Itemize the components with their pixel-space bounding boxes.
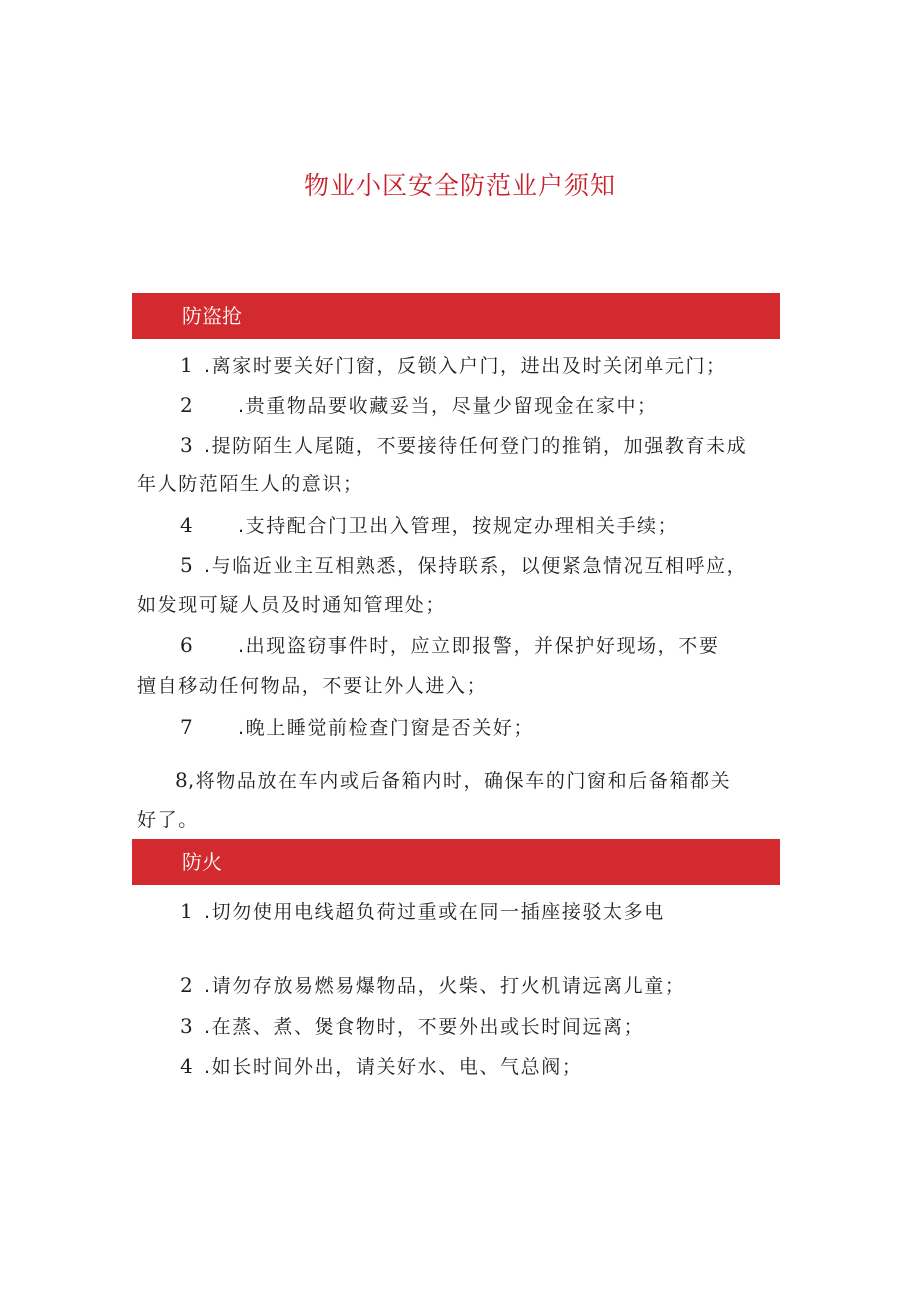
list-item <box>180 714 534 741</box>
item-text: .在蒸、煮、煲食物时，不要外出或长时间远离； <box>204 1016 645 1038</box>
list-item <box>175 767 731 794</box>
item-number: 6 <box>180 633 195 657</box>
item-continuation: 如发现可疑人员及时通知管理处； <box>137 594 447 616</box>
item-text: .出现盗窃事件时，应立即报警，并保护好现场，不要 <box>238 635 720 657</box>
item-text: .贵重物品要收藏妥当，尽量少留现金在家中； <box>238 395 658 417</box>
document-title: 物业小区安全防范业户须知 <box>303 171 616 200</box>
item-number: 8 <box>175 768 190 792</box>
item-number: 3 <box>180 1014 195 1038</box>
item-text: .与临近业主互相熟悉，保持联系，以便紧急情况互相呼应， <box>204 555 748 577</box>
item-text: .离家时要关好门窗，反锁入户门，进出及时关闭单元门； <box>204 355 727 377</box>
item-continuation: 年人防范陌生人的意识； <box>137 473 364 495</box>
item-number: 1 <box>180 353 195 377</box>
list-item <box>180 972 685 999</box>
item-text: .请勿存放易燃易爆物品，火柴、打火机请远离儿童； <box>204 975 686 997</box>
item-text: .提防陌生人尾随，不要接待任何登门的推销，加强教育未成 <box>204 435 748 457</box>
list-item <box>180 352 727 379</box>
item-number: 7 <box>180 715 195 739</box>
list-item <box>180 1053 582 1080</box>
list-item <box>180 1013 644 1040</box>
section-heading-anti-theft: 防盗抢 <box>132 293 780 339</box>
item-number: 1 <box>180 899 195 923</box>
list-item <box>180 898 665 925</box>
item-text: ,将物品放在车内或后备箱内时，确保车的门窗和后备箱都关 <box>188 770 732 792</box>
list-item <box>180 392 658 419</box>
item-text: .晚上睡觉前检查门窗是否关好； <box>238 717 535 739</box>
item-number: 2 <box>180 393 195 417</box>
item-number: 4 <box>180 513 195 537</box>
list-item <box>180 512 678 539</box>
item-number: 3 <box>180 433 195 457</box>
list-item <box>180 432 747 459</box>
item-text: .切勿使用电线超负荷过重或在同一插座接驳太多电 <box>204 901 665 923</box>
list-item <box>180 632 719 659</box>
item-number: 4 <box>180 1054 195 1078</box>
item-text: .支持配合门卫出入管理，按规定办理相关手续； <box>238 515 679 537</box>
section-heading-fire-safety: 防火 <box>132 839 780 885</box>
item-number: 2 <box>180 973 195 997</box>
item-number: 5 <box>180 553 195 577</box>
item-continuation: 好了。 <box>137 809 199 831</box>
item-continuation: 擅自移动任何物品，不要让外人进入； <box>137 675 488 697</box>
item-text: .如长时间外出，请关好水、电、气总阀； <box>204 1056 583 1078</box>
list-item <box>180 552 747 579</box>
